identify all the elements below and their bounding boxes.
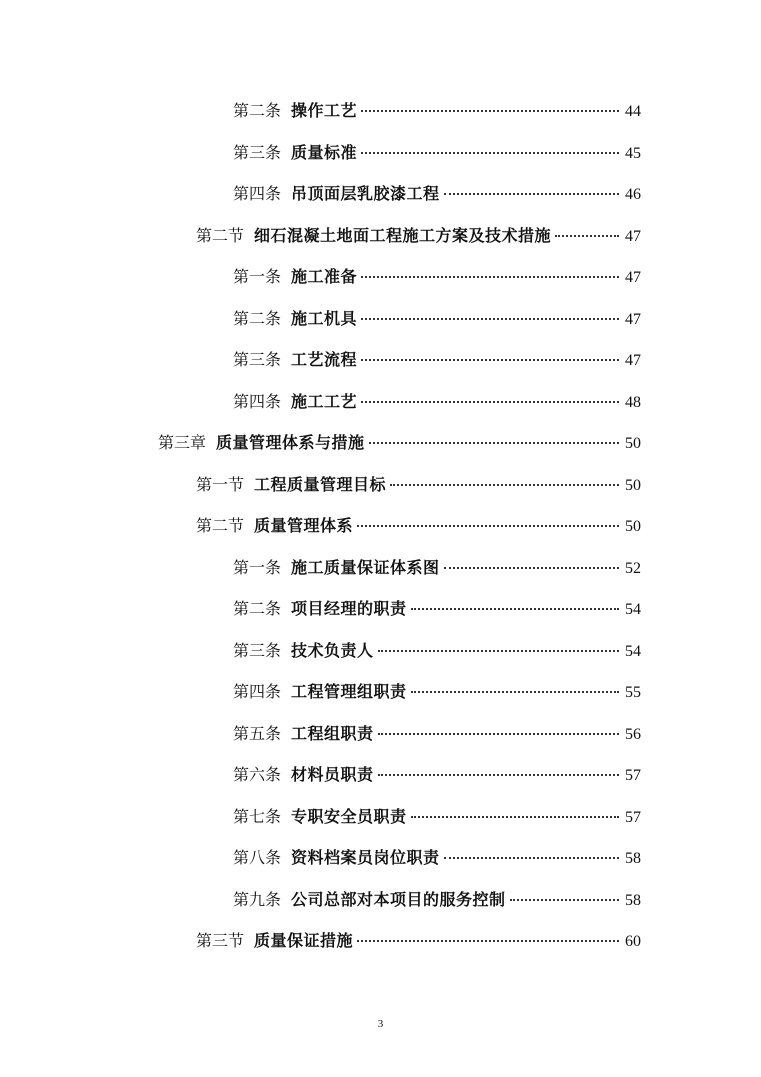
- toc-entry-title: 细石混凝土地面工程施工方案及技术措施: [254, 225, 552, 245]
- toc-entry-title: 技术负责人: [291, 640, 374, 660]
- toc-entry-page: 46: [625, 186, 641, 204]
- toc-dot-leader: [510, 899, 619, 901]
- toc-entry-content: [196, 475, 641, 496]
- toc-dot-leader: [411, 691, 619, 693]
- toc-entry-page: 57: [625, 767, 641, 785]
- toc-entry-page: 60: [625, 933, 641, 951]
- toc-entry-title: 质量管理体系与措施: [216, 433, 365, 453]
- toc-entry-content: [233, 184, 641, 205]
- toc-entry[interactable]: [0, 589, 761, 631]
- table-of-contents: [0, 91, 761, 963]
- toc-entry-title: 材料员职责: [291, 765, 374, 785]
- toc-entry[interactable]: [0, 672, 761, 714]
- toc-entry[interactable]: [0, 631, 761, 673]
- toc-entry-number: 第四条: [233, 393, 282, 411]
- toc-entry-number: 第三章: [158, 435, 207, 453]
- toc-entry-number: 第七条: [233, 808, 282, 826]
- toc-entry-title: 吊顶面层乳胶漆工程: [291, 184, 440, 204]
- toc-entry-page: 44: [625, 103, 641, 121]
- page-number: 3: [377, 1018, 384, 1030]
- toc-entry[interactable]: [0, 174, 761, 216]
- toc-dot-leader: [361, 359, 619, 361]
- toc-entry-number: 第五条: [233, 725, 282, 743]
- toc-dot-leader: [378, 733, 619, 735]
- toc-entry-title: 专职安全员职责: [291, 806, 407, 826]
- toc-entry[interactable]: [0, 755, 761, 797]
- toc-entry[interactable]: [0, 880, 761, 922]
- toc-dot-leader: [361, 152, 619, 154]
- toc-entry-title: 工程质量管理目标: [254, 474, 387, 494]
- toc-entry-title: 质量保证措施: [254, 931, 354, 951]
- toc-entry-number: 第一条: [233, 559, 282, 577]
- toc-entry-content: [233, 350, 641, 371]
- toc-entry[interactable]: [0, 548, 761, 590]
- toc-dot-leader: [555, 235, 619, 237]
- toc-entry-content: [158, 433, 641, 454]
- toc-entry-page: 55: [625, 684, 641, 702]
- toc-entry-page: 50: [625, 435, 641, 453]
- toc-dot-leader: [361, 401, 619, 403]
- toc-entry-content: [233, 890, 641, 911]
- toc-entry-number: 第六条: [233, 767, 282, 785]
- toc-entry-page: 54: [625, 642, 641, 660]
- toc-entry-number: 第三条: [233, 352, 282, 370]
- toc-entry-page: 45: [625, 144, 641, 162]
- toc-entry-title: 质量管理体系: [254, 516, 354, 536]
- toc-entry-title: 施工准备: [291, 267, 358, 287]
- toc-entry-title: 公司总部对本项目的服务控制: [291, 889, 506, 909]
- toc-entry-content: [233, 724, 641, 745]
- toc-entry-page: 50: [625, 476, 641, 494]
- toc-entry[interactable]: [0, 714, 761, 756]
- toc-entry-content: [196, 516, 641, 537]
- toc-entry-page: 57: [625, 808, 641, 826]
- toc-entry-content: [233, 558, 641, 579]
- toc-dot-leader: [444, 567, 619, 569]
- toc-dot-leader: [361, 276, 619, 278]
- toc-entry-title: 工程管理组职责: [291, 682, 407, 702]
- toc-entry-page: 47: [625, 352, 641, 370]
- toc-entry-content: [233, 392, 641, 413]
- toc-dot-leader: [390, 484, 619, 486]
- toc-entry-page: 56: [625, 725, 641, 743]
- toc-entry-number: 第二条: [233, 601, 282, 619]
- toc-entry[interactable]: [0, 838, 761, 880]
- toc-dot-leader: [411, 816, 619, 818]
- toc-entry[interactable]: [0, 382, 761, 424]
- toc-entry[interactable]: [0, 506, 761, 548]
- toc-entry-content: [233, 599, 641, 620]
- toc-dot-leader: [361, 110, 619, 112]
- toc-entry[interactable]: [0, 133, 761, 175]
- toc-entry-page: 58: [625, 850, 641, 868]
- toc-entry[interactable]: [0, 216, 761, 258]
- toc-dot-leader: [378, 650, 619, 652]
- toc-entry[interactable]: [0, 257, 761, 299]
- toc-entry-content: [233, 309, 641, 330]
- toc-entry-content: [233, 641, 641, 662]
- toc-entry-page: 52: [625, 559, 641, 577]
- toc-dot-leader: [444, 193, 619, 195]
- toc-entry[interactable]: [0, 797, 761, 839]
- toc-entry-number: 第四条: [233, 186, 282, 204]
- toc-entry[interactable]: [0, 465, 761, 507]
- toc-entry-title: 资料档案员岗位职责: [291, 848, 440, 868]
- toc-entry-title: 施工质量保证体系图: [291, 557, 440, 577]
- toc-entry-content: [233, 143, 641, 164]
- toc-entry-content: [196, 931, 641, 952]
- toc-entry-page: 58: [625, 891, 641, 909]
- toc-entry-number: 第二条: [233, 103, 282, 121]
- toc-entry-page: 47: [625, 310, 641, 328]
- toc-dot-leader: [444, 857, 619, 859]
- toc-entry-page: 48: [625, 393, 641, 411]
- toc-entry-content: [233, 267, 641, 288]
- toc-entry[interactable]: [0, 921, 761, 963]
- toc-entry-content: [196, 226, 641, 247]
- toc-dot-leader: [357, 940, 619, 942]
- toc-entry-title: 工程组职责: [291, 723, 374, 743]
- toc-entry-number: 第二节: [196, 227, 245, 245]
- toc-entry[interactable]: [0, 423, 761, 465]
- toc-dot-leader: [378, 774, 619, 776]
- toc-entry-number: 第三节: [196, 933, 245, 951]
- toc-entry-number: 第一节: [196, 476, 245, 494]
- toc-entry-page: 47: [625, 227, 641, 245]
- toc-entry-content: [233, 807, 641, 828]
- toc-entry-page: 50: [625, 518, 641, 536]
- toc-dot-leader: [361, 318, 619, 320]
- toc-entry-page: 47: [625, 269, 641, 287]
- toc-entry[interactable]: [0, 91, 761, 133]
- toc-entry-content: [233, 101, 641, 122]
- toc-entry-number: 第四条: [233, 684, 282, 702]
- toc-entry-content: [233, 765, 641, 786]
- toc-entry[interactable]: [0, 299, 761, 341]
- toc-entry-title: 施工机具: [291, 308, 358, 328]
- toc-entry-content: [233, 682, 641, 703]
- toc-entry-title: 操作工艺: [291, 101, 358, 121]
- toc-entry[interactable]: [0, 340, 761, 382]
- toc-entry-title: 施工工艺: [291, 391, 358, 411]
- toc-entry-title: 项目经理的职责: [291, 599, 407, 619]
- toc-entry-title: 工艺流程: [291, 350, 358, 370]
- toc-dot-leader: [357, 525, 619, 527]
- toc-dot-leader: [369, 442, 619, 444]
- toc-entry-number: 第三条: [233, 144, 282, 162]
- toc-entry-number: 第八条: [233, 850, 282, 868]
- toc-entry-title: 质量标准: [291, 142, 358, 162]
- toc-entry-content: [233, 848, 641, 869]
- toc-dot-leader: [411, 608, 619, 610]
- toc-entry-number: 第一条: [233, 269, 282, 287]
- toc-entry-number: 第三条: [233, 642, 282, 660]
- toc-entry-page: 54: [625, 601, 641, 619]
- toc-entry-number: 第九条: [233, 891, 282, 909]
- toc-entry-number: 第二节: [196, 518, 245, 536]
- toc-entry-number: 第二条: [233, 310, 282, 328]
